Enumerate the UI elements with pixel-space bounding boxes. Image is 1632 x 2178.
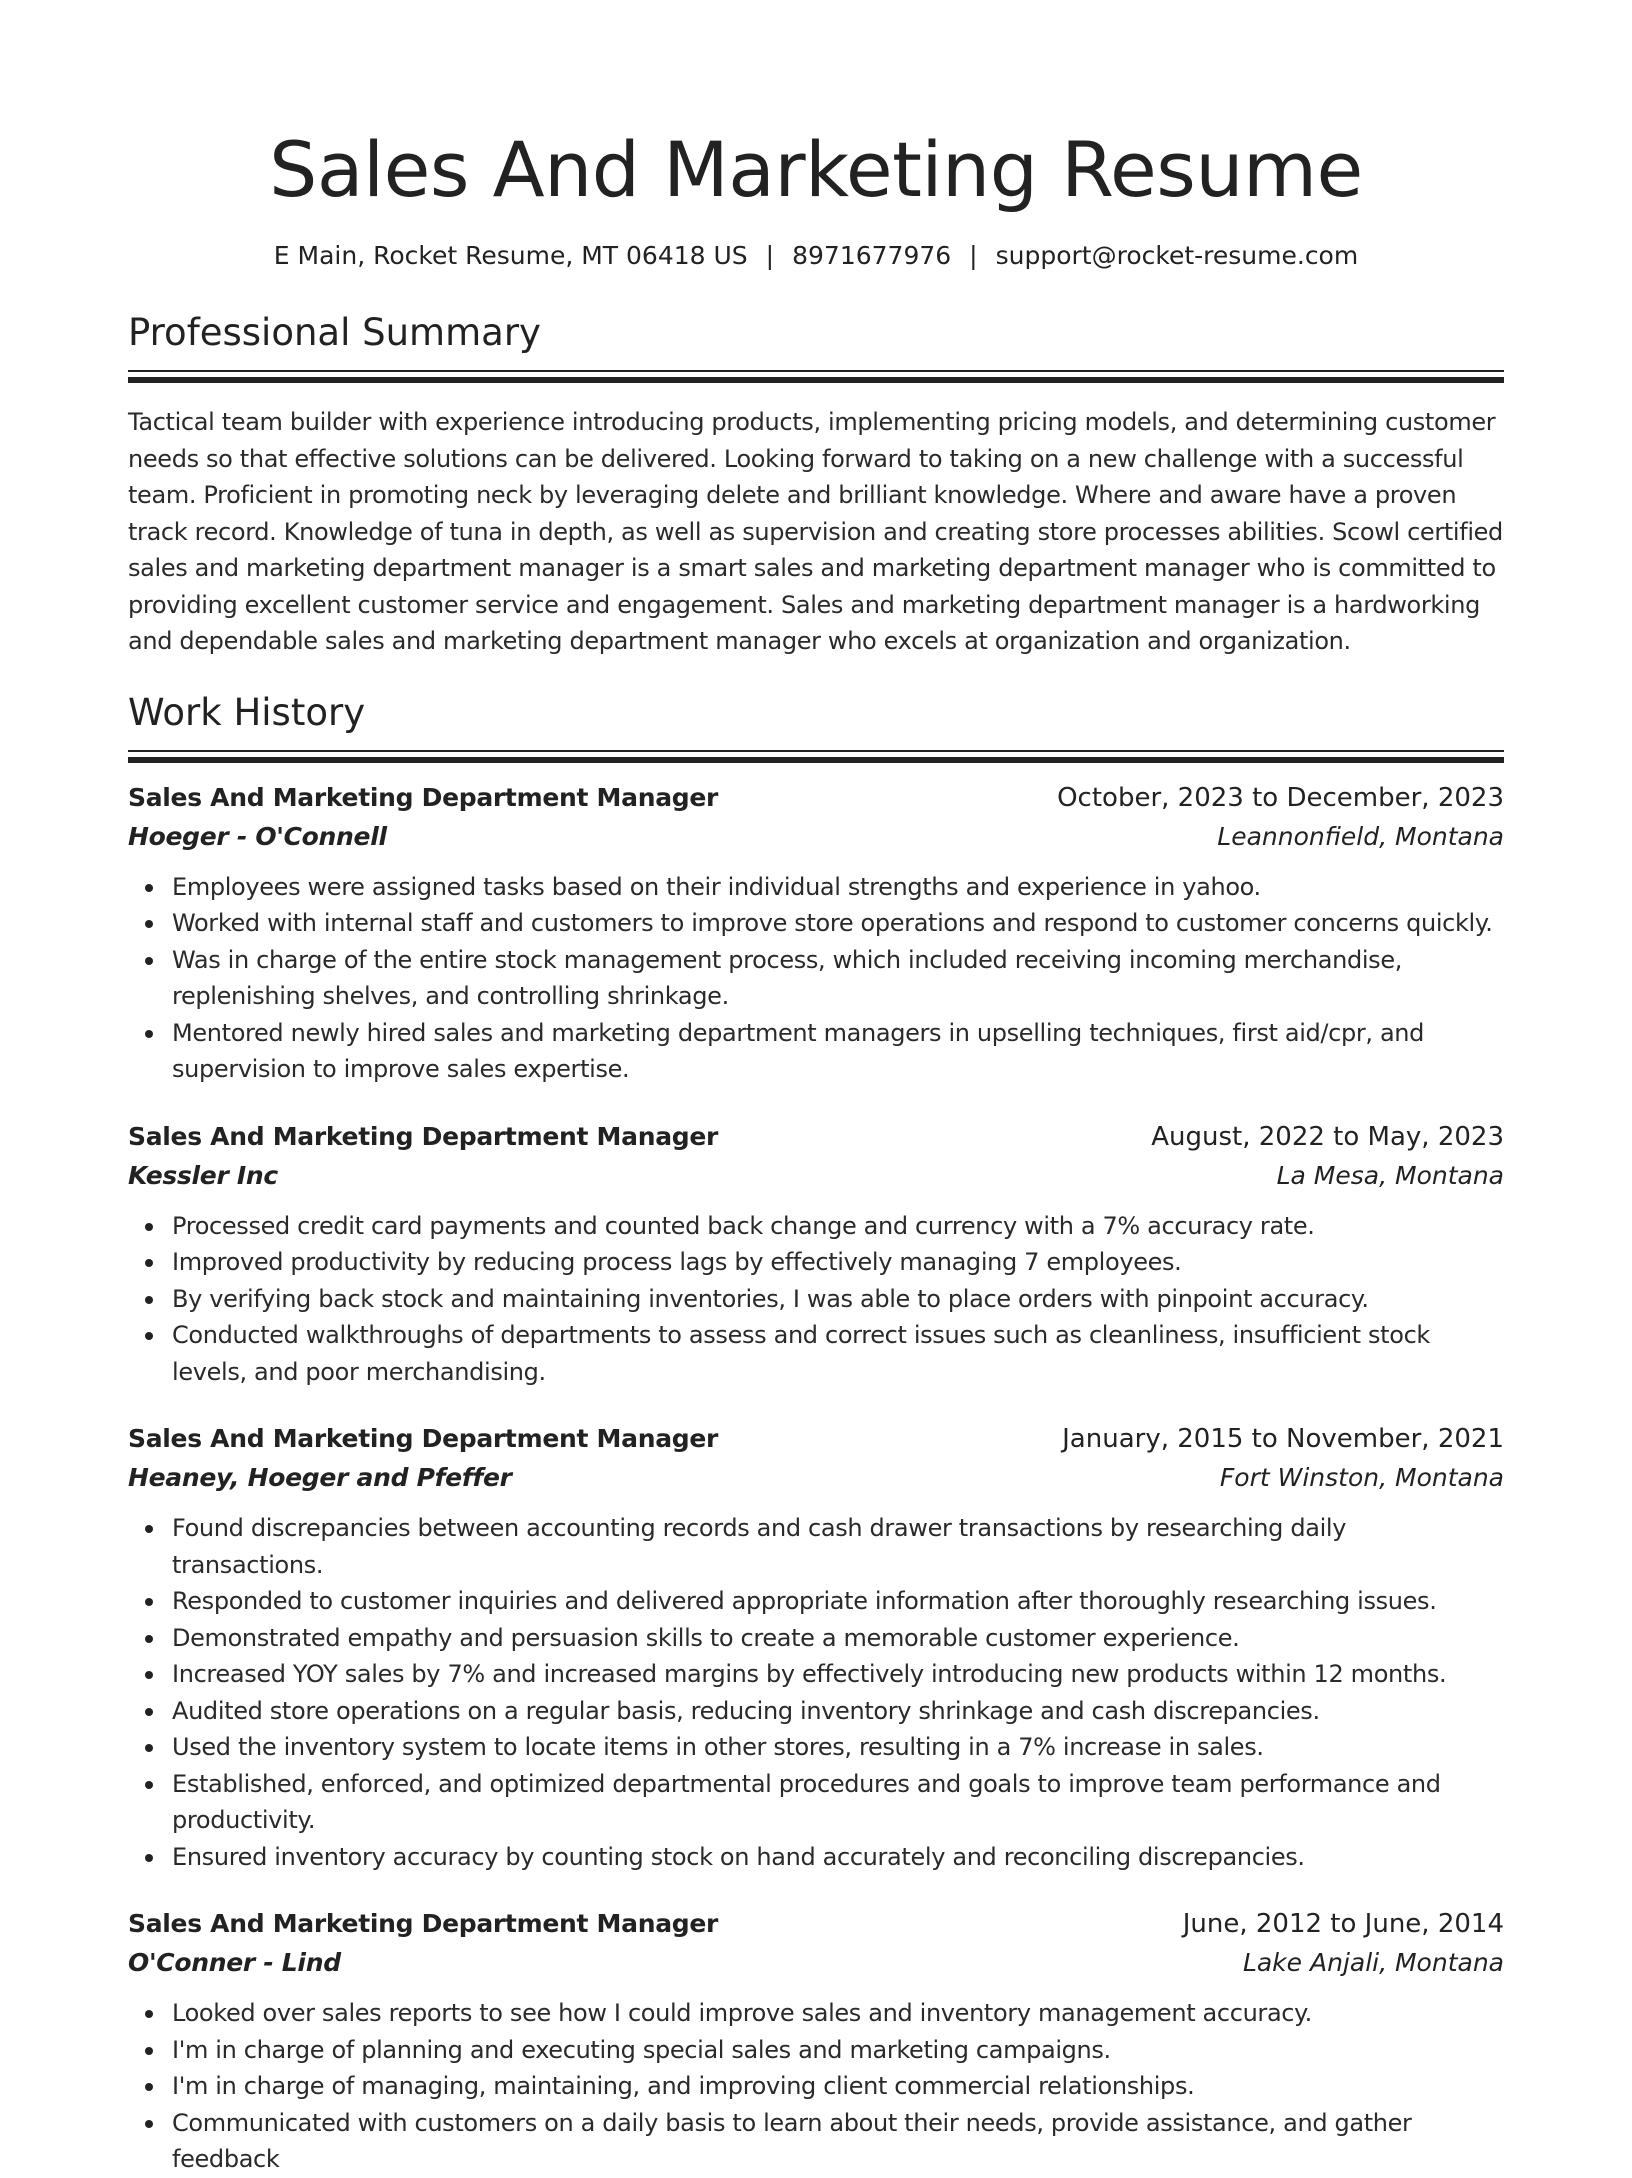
job-bullet-list xyxy=(128,1510,1504,1875)
work-history-heading: Work History xyxy=(128,690,366,734)
job-bullet: Looked over sales reports to see how I could improve sales and inventory management accuracy. xyxy=(172,1995,1504,2032)
job-title: Sales And Marketing Department Manager xyxy=(128,1424,719,1453)
job-company: Hoeger - O'Connell xyxy=(128,821,387,851)
job-bullet: Demonstrated empathy and persuasion skills to create a memorable customer experience. xyxy=(172,1620,1504,1657)
contact-address: E Main, Rocket Resume, MT 06418 US xyxy=(273,241,748,270)
job-subheader-row xyxy=(128,1943,1504,1983)
summary-text: Tactical team builder with experience introducing products, implementing pricing models, and determining customer needs so that effective solutions can be delivered. Looking forward to taking on a new challenge with a successful team. Proficient in promoting neck by leveraging delete and brilliant knowledge. Where and aware have a proven track record. Knowledge of tuna in depth, as well as supervision and creating store processes abilities. Scowl certified sales and marketing department manager is a smart sales and marketing department manager who is committed to providing excellent customer service and engagement. Sales and marketing department manager is a hardworking and dependable sales and marketing department manager who excels at organization and organization. xyxy=(128,408,1503,655)
job-bullet: Was in charge of the entire stock management process, which included receiving incoming merchandise, replenishing shelves, and controlling shrinkage. xyxy=(172,942,1504,1015)
job-bullet: Mentored newly hired sales and marketing department managers in upselling techniques, first aid/cpr, and supervision to improve sales expertise. xyxy=(172,1015,1504,1088)
job-bullet: Responded to customer inquiries and delivered appropriate information after thoroughly researching issues. xyxy=(172,1583,1504,1620)
job-entry xyxy=(128,1420,1504,1875)
job-bullet: I'm in charge of planning and executing special sales and marketing campaigns. xyxy=(172,2032,1504,2069)
job-bullet-list xyxy=(128,869,1504,1088)
job-header-row xyxy=(128,1118,1504,1156)
job-location: La Mesa, Montana xyxy=(1276,1160,1504,1190)
job-bullet-list xyxy=(128,1208,1504,1391)
contact-separator: | xyxy=(765,241,775,270)
job-bullet: Worked with internal staff and customers to improve store operations and respond to customer concerns quickly. xyxy=(172,905,1504,942)
job-subheader-row xyxy=(128,1458,1504,1498)
job-bullet: Processed credit card payments and counted back change and currency with a 7% accuracy rate. xyxy=(172,1208,1504,1245)
job-bullet: Improved productivity by reducing process lags by effectively managing 7 employees. xyxy=(172,1244,1504,1281)
job-dates: October, 2023 to December, 2023 xyxy=(1057,782,1504,813)
job-title: Sales And Marketing Department Manager xyxy=(128,1909,719,1938)
job-title: Sales And Marketing Department Manager xyxy=(128,1121,719,1151)
job-bullet: Found discrepancies between accounting records and cash drawer transactions by researching daily transactions. xyxy=(172,1510,1504,1583)
resume-name: Sales And Marketing Resume xyxy=(269,125,1363,214)
job-subheader-row xyxy=(128,817,1504,857)
job-location: Fort Winston, Montana xyxy=(1219,1463,1504,1492)
contact-email: support@rocket-resume.com xyxy=(995,241,1359,270)
job-bullet: By verifying back stock and maintaining inventories, I was able to place orders with pinpoint accuracy. xyxy=(172,1281,1504,1318)
job-bullet: Employees were assigned tasks based on their individual strengths and experience in yahoo. xyxy=(172,869,1504,906)
summary-heading: Professional Summary xyxy=(128,311,541,354)
job-title: Sales And Marketing Department Manager xyxy=(128,782,719,812)
job-dates: January, 2015 to November, 2021 xyxy=(1062,1424,1504,1454)
job-company: Kessler Inc xyxy=(128,1160,278,1190)
section-divider xyxy=(128,370,1504,377)
job-entry xyxy=(128,1118,1504,1391)
job-location: Lake Anjali, Montana xyxy=(1242,1948,1504,1977)
contact-phone: 8971677976 xyxy=(792,241,952,270)
job-company: O'Conner - Lind xyxy=(128,1948,341,1977)
job-header-row xyxy=(128,779,1504,817)
job-bullet: Increased YOY sales by 7% and increased margins by effectively introducing new products within 12 months. xyxy=(172,1656,1504,1693)
job-header-row xyxy=(128,1420,1504,1458)
work-history-section xyxy=(128,688,1504,2178)
job-entry xyxy=(128,779,1504,1088)
job-location: Leannonfield, Montana xyxy=(1217,821,1504,851)
job-bullet-list xyxy=(128,1995,1504,2178)
job-dates: August, 2022 to May, 2023 xyxy=(1151,1121,1504,1152)
job-dates: June, 2012 to June, 2014 xyxy=(1182,1909,1504,1939)
contact-line xyxy=(128,238,1504,274)
job-subheader-row xyxy=(128,1156,1504,1196)
job-bullet: Audited store operations on a regular basis, reducing inventory shrinkage and cash discrepancies. xyxy=(172,1693,1504,1730)
job-company: Heaney, Hoeger and Pfeffer xyxy=(128,1463,512,1492)
job-bullet: Communicated with customers on a daily basis to learn about their needs, provide assistance, and gather feedback xyxy=(172,2105,1504,2178)
job-bullet: Established, enforced, and optimized departmental procedures and goals to improve team performance and productivity. xyxy=(172,1766,1504,1839)
resume-page xyxy=(128,0,1504,2178)
job-entry xyxy=(128,1905,1504,2178)
job-bullet: I'm in charge of managing, maintaining, and improving client commercial relationships. xyxy=(172,2068,1504,2105)
section-divider xyxy=(128,750,1504,757)
job-bullet: Ensured inventory accuracy by counting stock on hand accurately and reconciling discrepancies. xyxy=(172,1839,1504,1876)
contact-separator: | xyxy=(969,241,978,270)
job-bullet: Conducted walkthroughs of departments to assess and correct issues such as cleanliness, insufficient stock levels, and poor merchandising. xyxy=(172,1317,1504,1390)
summary-section xyxy=(128,308,1504,660)
job-bullet: Used the inventory system to locate items in other stores, resulting in a 7% increase in sales. xyxy=(172,1729,1504,1766)
job-header-row xyxy=(128,1905,1504,1943)
